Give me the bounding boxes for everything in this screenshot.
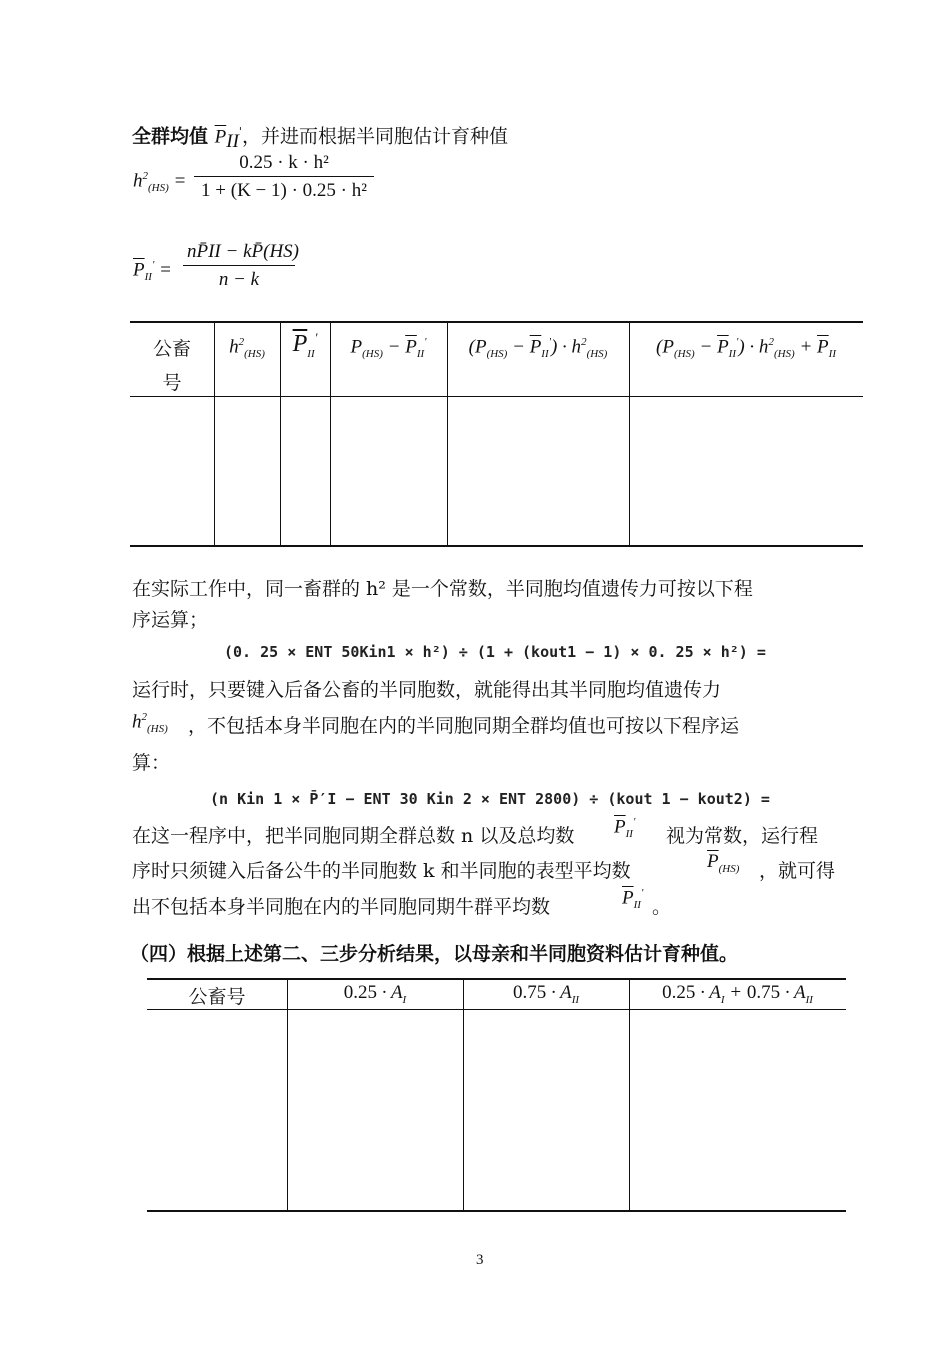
para1-line1: 在实际工作中，同一畜群的 h² 是一个常数，半同胞均值遗传力可按以下程 [132, 578, 753, 600]
intro-line: 全群均值 $\overline{P}_{II}'$，并进而根据半同胞估计育种值 [132, 125, 508, 153]
table2-header-dam: $0.25 \cdot A_I$ [343, 982, 407, 1006]
para2-h2-symbol: $h^2_{(HS)}$ [132, 711, 168, 736]
table1-header-estimate: $(P_{(HS)} - \overline{P}_{II}') \cdot h^2_{(HS)} + \overline{P}_{II}$ [656, 336, 836, 361]
para2-line1: 运行时，只要键入后备公畜的半同胞数，就能得出其半同胞均值遗传力 [132, 679, 722, 701]
para1-line2: 序运算； [132, 609, 209, 631]
formula1-fraction [194, 152, 374, 202]
program2: (n Kin 1 × P̄′I − ENT 30 Kin 2 × ENT 2800) ÷ (kout 1 − kout2) = [210, 790, 770, 808]
para3-line1b: 视为常数，运行程 [666, 825, 819, 847]
para2-line2: ，不包括本身半同胞在内的半同胞同期全群均值也可按以下程序运 [188, 715, 740, 737]
formula1-denominator: 1 + (K − 1) · 0.25 · h² [201, 180, 367, 201]
para3-line3b: 。 [652, 896, 672, 918]
para3-phenotype-symbol: $\overline{P}_{(HS)}$ [707, 851, 740, 875]
table1-header-animal-2: 号 [162, 372, 182, 394]
table2-header-sum: $0.25 \cdot A_I + 0.75 \cdot A_{II}$ [662, 982, 813, 1006]
program1: (0. 25 × ENT 50Kin1 × h²) ÷ (1 + (kout1 − 1) × 0. 25 × h²) = [224, 643, 766, 661]
formula1-numerator: 0.25 · k · h² [194, 152, 374, 177]
formula2-numerator: nP̄II − kP̄(HS) [183, 241, 295, 266]
para3-total-mean-symbol: $\overline{P}_{II}'$ [614, 816, 636, 841]
page-number: 3 [476, 1252, 484, 1268]
para3-line2a: 序时只须键入后备公牛的半同胞数 k 和半同胞的表型平均数 [132, 860, 631, 882]
para3-line3a: 出不包括本身半同胞在内的半同胞同期牛群平均数 [132, 896, 551, 918]
formula1-lhs: $h^2_{(HS)}$ = [133, 170, 187, 195]
intro-text-a: 全群均值 [132, 125, 209, 148]
para3-herd-mean-symbol: $\overline{P}_{II}'$ [622, 887, 644, 912]
mean-subscript: II [226, 131, 239, 153]
para2-line3: 算： [132, 752, 171, 774]
table1-header-product: $(P_{(HS)} - \overline{P}_{II}') \cdot h^2_{(HS)}$ [468, 336, 608, 361]
formula2-fraction [183, 241, 299, 291]
table1-header-pii: $\overline{P}_{II}'$ [292, 330, 318, 360]
formula2-denominator: n − k [218, 269, 260, 290]
table1-header-h2: $h^2_{(HS)}$ [229, 336, 265, 361]
table2-header-halfsib: $0.75 \cdot A_{II}$ [512, 982, 580, 1006]
para3-line1a: 在这一程序中，把半同胞同期全群总数 n 以及总均数 [132, 825, 575, 847]
mean-symbol: $\overline{P}$ [214, 126, 227, 148]
table1-header-diff: $P_{(HS)} - \overline{P}_{II}'$ [350, 336, 427, 361]
formula2-lhs: $\overline{P}_{II}'$ = [133, 259, 172, 284]
intro-text-b: ，并进而根据半同胞估计育种值 [241, 125, 508, 148]
table1-header-animal-1: 公畜 [152, 338, 191, 360]
para3-line2b: ，就可得 [759, 860, 836, 882]
section4-heading: （四）根据上述第二、三步分析结果，以母亲和半同胞资料估计育种值。 [130, 943, 739, 965]
table2-header-animal: 公畜号 [188, 986, 246, 1008]
